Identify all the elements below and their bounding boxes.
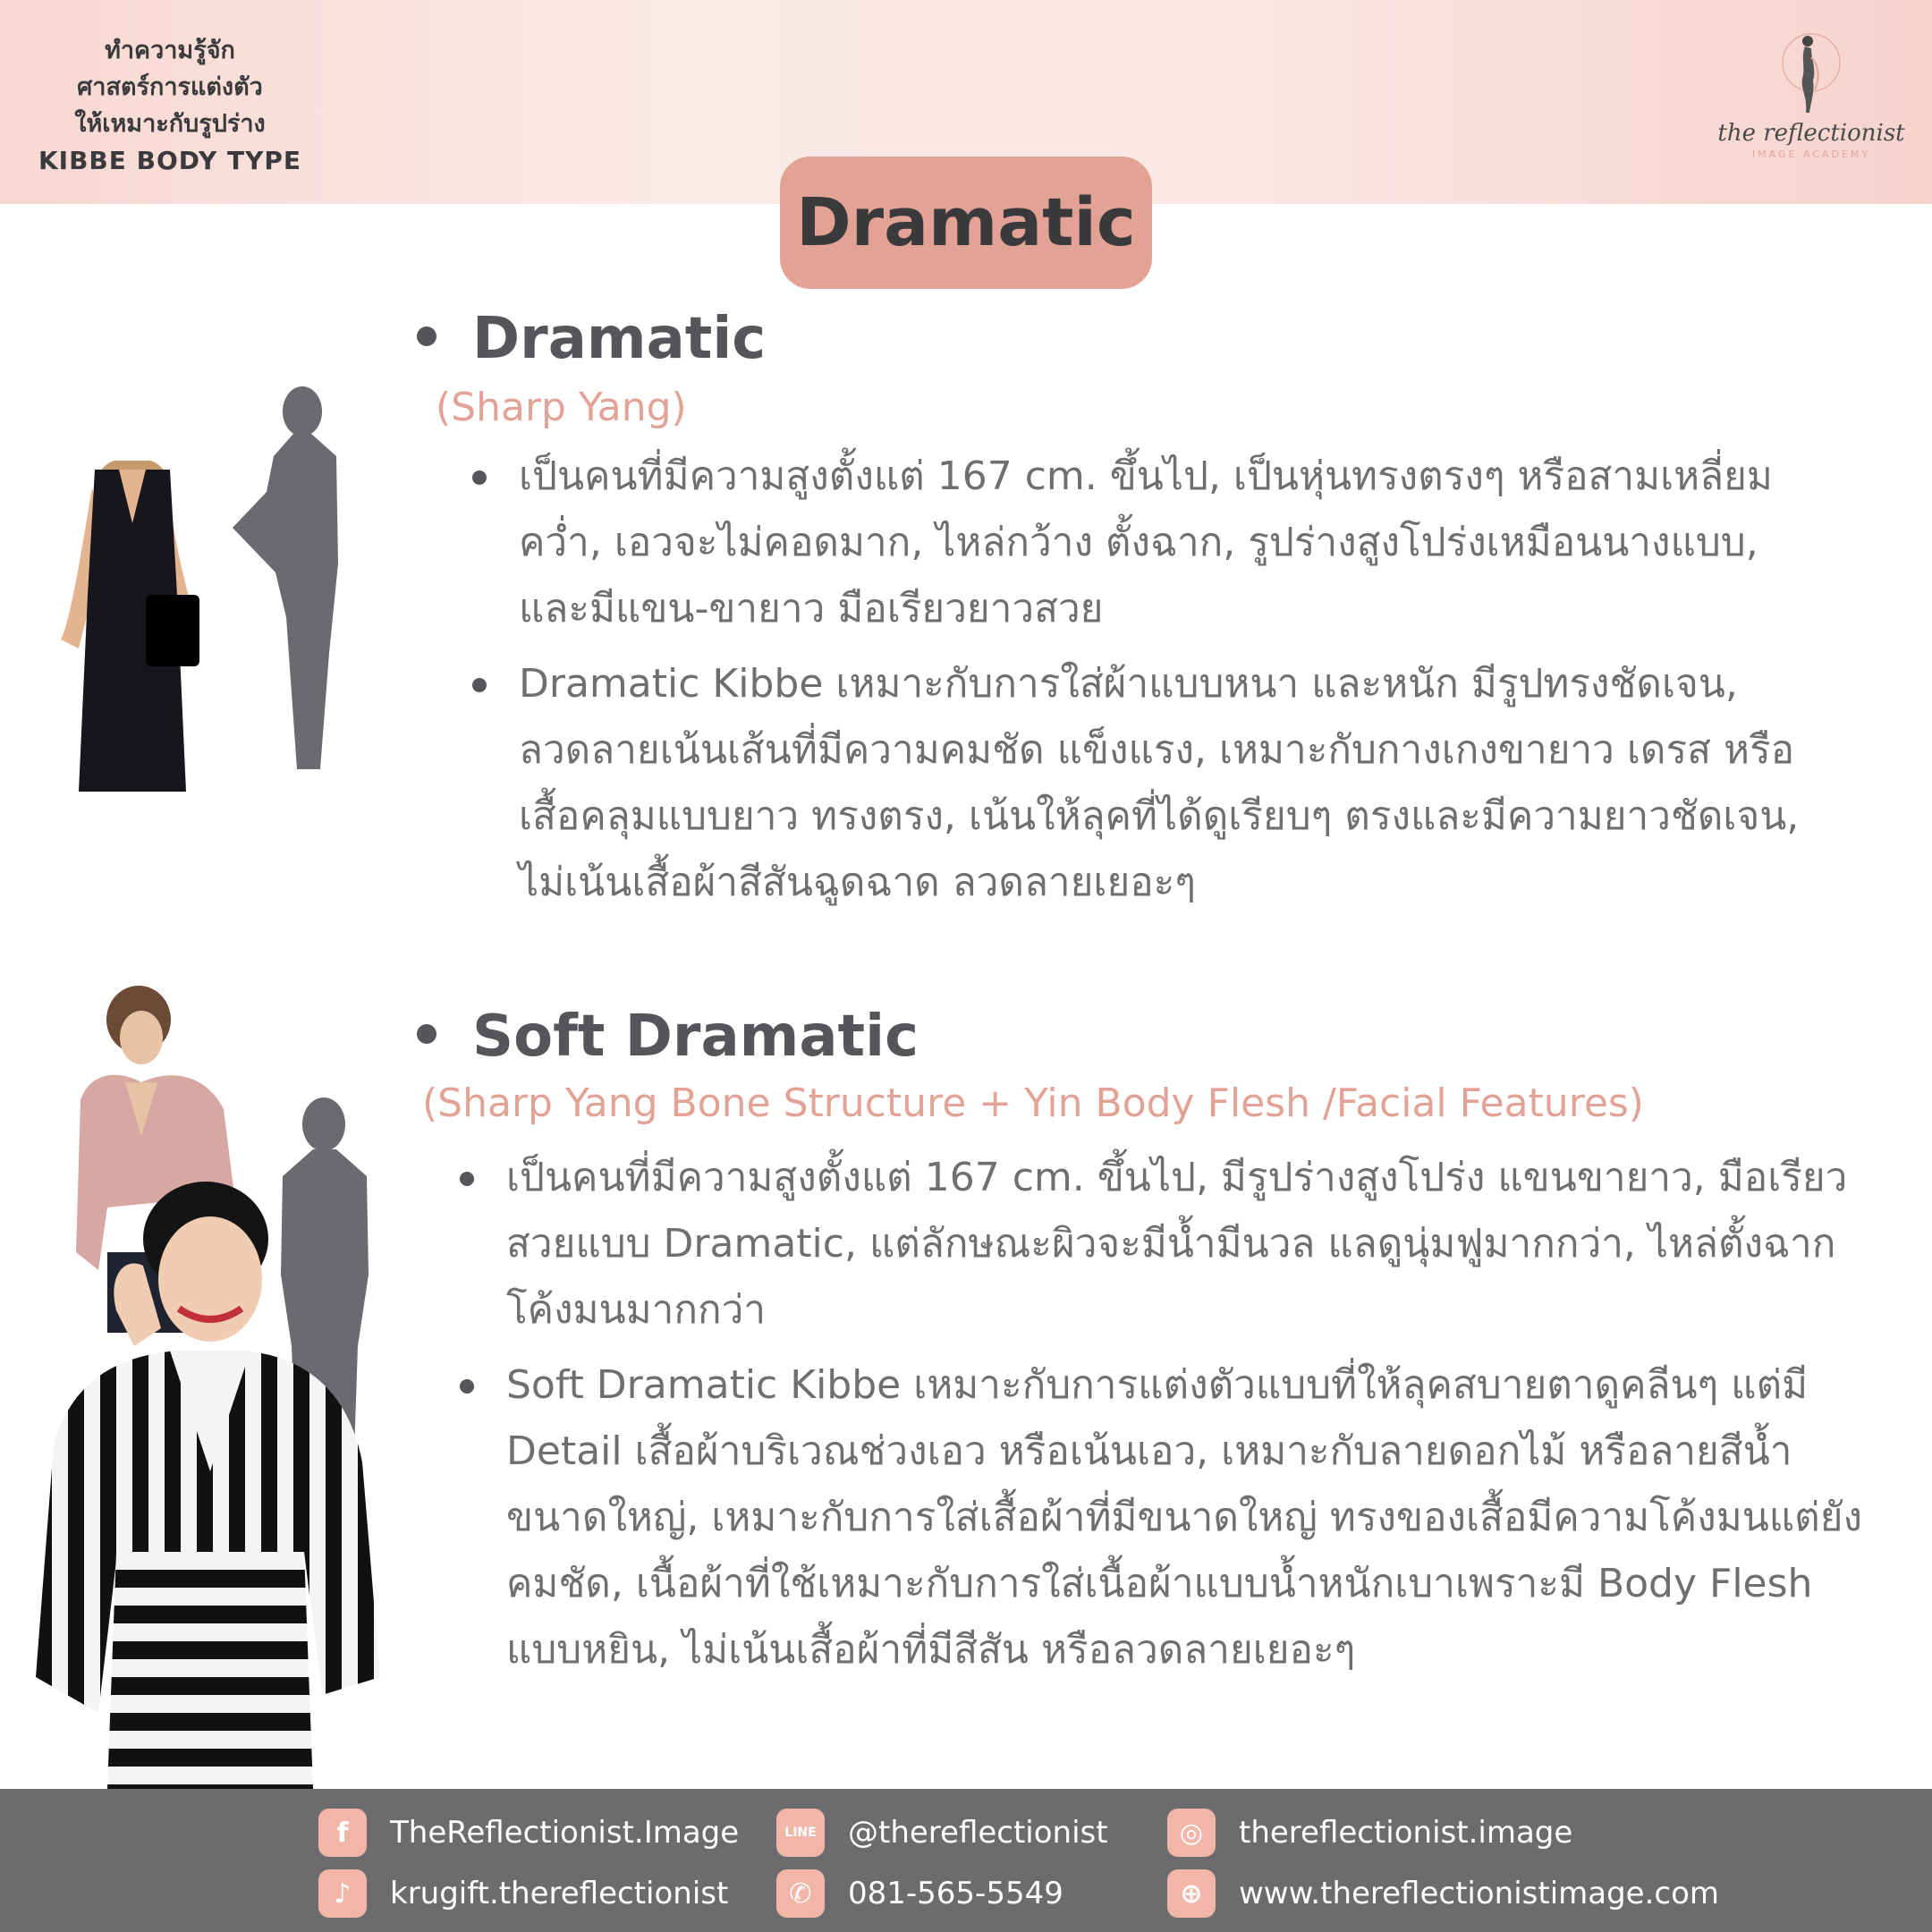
list-item: เป็นคนที่มีความสูงตั้งแต่ 167 cm. ขึ้นไป, เป็นหุ่นทรงตรงๆ หรือสามเหลี่ยมคว่ำ, เอวจะไม่คอดมาก, ไหล่กว้าง ตั้งฉาก, รูปร่างสูงโปร่งเหมือนนางแบบ, และมีแขน-ขายาว มือเรียวยาวสวย xyxy=(467,444,1809,642)
brand-logo xyxy=(1713,27,1910,188)
line-handle: @thereflectionist xyxy=(848,1815,1108,1851)
instagram-icon: ◎ xyxy=(1167,1809,1216,1857)
phone-icon: ✆ xyxy=(776,1869,825,1918)
footer-website[interactable] xyxy=(1167,1869,1719,1918)
tiktok-handle: krugift.thereflectionist xyxy=(390,1876,729,1911)
footer-tiktok[interactable] xyxy=(318,1869,728,1918)
logo-script-text: the reflectionist xyxy=(1717,120,1905,147)
instagram-handle: thereflectionist.image xyxy=(1239,1815,1573,1851)
line-chat-icon: LINE xyxy=(776,1809,825,1857)
dramatic-bullet-list xyxy=(467,444,1809,925)
topic-heading xyxy=(27,32,313,179)
dramatic-body-silhouette xyxy=(224,385,349,778)
bullet-dot xyxy=(417,326,436,346)
topic-line-3: ให้เหมาะกับรูปร่าง xyxy=(74,110,266,138)
section-title-dramatic: Dramatic xyxy=(417,306,766,372)
section-title-soft-dramatic: Soft Dramatic xyxy=(417,1004,919,1070)
footer-instagram[interactable] xyxy=(1167,1809,1572,1857)
footer-facebook[interactable] xyxy=(318,1809,739,1857)
soft-dramatic-bullet-list xyxy=(454,1145,1877,1692)
dramatic-model-photo xyxy=(43,461,213,801)
logo-sub-text: IMAGE ACADEMY xyxy=(1751,148,1871,160)
facebook-icon: f xyxy=(318,1809,367,1857)
topic-line-en: KIBBE BODY TYPE xyxy=(38,146,302,175)
section-subtitle-soft-dramatic: (Sharp Yang Bone Structure + Yin Body Flesh /Facial Features) xyxy=(422,1080,1644,1126)
soft-dramatic-striped-suit-photo xyxy=(36,1176,385,1789)
phone-number: 081-565-5549 xyxy=(848,1876,1063,1911)
page-title-pill: Dramatic xyxy=(780,157,1152,289)
facebook-handle: TheReflectionist.Image xyxy=(390,1815,740,1851)
list-item: Soft Dramatic Kibbe เหมาะกับการแต่งตัวแบบที่ให้ลุคสบายตาดูคลีนๆ แต่มี Detail เสื้อผ้าบริเวณช่วงเอว หรือเน้นเอว, เหมาะกับลายดอกไม้ หรือลายสีน้ำขนาดใหญ่, เหมาะกับการใส่เสื้อผ้าที่มีขนาดใหญ่ ทรงของเสื้อมีความโค้งมนแต่ยังคมชัด, เนื้อผ้าที่ใช้เหมาะกับการใส่เนื้อผ้าแบบน้ำหนักเบาเพราะมี Body Flesh แบบหยิน, ไม่เน้นเสื้อผ้าที่มีสีสัน หรือลวดลายเยอะๆ xyxy=(454,1352,1877,1683)
bullet-dot xyxy=(417,1024,436,1044)
section-subtitle-dramatic: (Sharp Yang) xyxy=(436,385,687,430)
woman-silhouette-icon xyxy=(1775,27,1847,125)
globe-icon: ⊕ xyxy=(1167,1869,1216,1918)
footer-phone[interactable] xyxy=(776,1869,1063,1918)
footer-line[interactable] xyxy=(776,1809,1108,1857)
website-url: www.thereflectionistimage.com xyxy=(1239,1876,1720,1911)
list-item: เป็นคนที่มีความสูงตั้งแต่ 167 cm. ขึ้นไป, มีรูปร่างสูงโปร่ง แขนขายาว, มือเรียวสวยแบบ Dramatic, แต่ลักษณะผิวจะมีน้ำมีนวล แลดูนุ่มฟูมากกว่า, ไหล่ตั้งฉากโค้งมนมากกว่า xyxy=(454,1145,1877,1343)
list-item: Dramatic Kibbe เหมาะกับการใส่ผ้าแบบหนา และหนัก มีรูปทรงชัดเจน, ลวดลายเน้นเส้นที่มีความคมชัด แข็งแรง, เหมาะกับกางเกงขายาว เดรส หรือเสื้อคลุมแบบยาว ทรงตรง, เน้นให้ลุคที่ได้ดูเรียบๆ ตรงและมีความยาวชัดเจน, ไม่เน้นเสื้อผ้าสีสันฉูดฉาด ลวดลายเยอะๆ xyxy=(467,651,1809,916)
topic-line-2: ศาสตร์การแต่งตัว xyxy=(77,73,263,101)
topic-line-1: ทำความรู้จัก xyxy=(105,37,235,64)
tiktok-icon: ♪ xyxy=(318,1869,367,1918)
